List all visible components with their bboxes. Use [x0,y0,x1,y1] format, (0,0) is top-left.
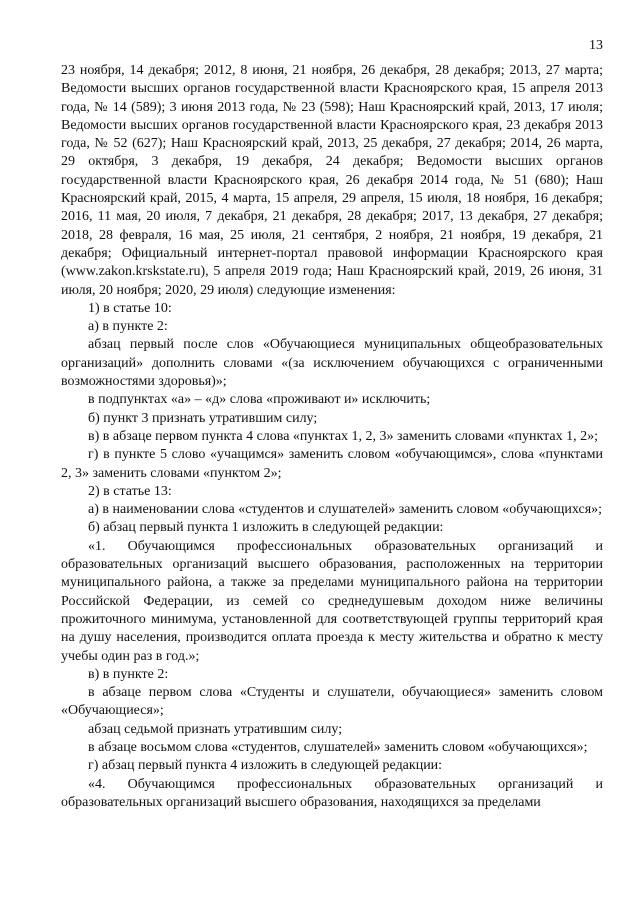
paragraph: а) в пункте 2: [88,319,168,335]
paragraph: в) в пункте 2: [88,666,169,682]
paragraph: г) в пункте 5 слово «учащимся» заменить словом «обучающимся», слова «пунктами 2, 3» заменить словами «пунктом 2»; [61,447,603,481]
paragraph: абзац седьмой признать утратившим силу; [88,721,343,737]
paragraph: «1. Обучающимся профессиональных образовательных организаций и образовательных организаций высшего образования, расположенных на территории муниципального района, а также за пределами муниципального района на территории Российской Федерации, из семей со среднедушевым доходом ниже величины прожиточного минимума, установленной для соответствующей группы территорий края на душу населения, производится оплата проезда к месту жительства и обратно к месту учебы один раз в год.»; [61,538,603,664]
paragraph: 1) в статье 10: [88,300,172,316]
page-number: 13 [589,38,603,53]
paragraph: в) в абзаце первом пункта 4 слова «пунктах 1, 2, 3» заменить словами «пунктах 1, 2»; [88,428,599,444]
paragraph: в абзаце восьмом слова «студентов, слушателей» заменить словом «обучающихся»; [88,739,588,755]
paragraph: «4. Обучающимся профессиональных образовательных организаций и образовательных организаций высшего образования, находящихся за пределами [61,776,603,810]
paragraph: г) абзац первый пункта 4 изложить в следующей редакции: [88,758,443,774]
paragraph: в абзаце первом слова «Студенты и слушатели, обучающиеся» заменить словом «Обучающиеся»; [61,685,603,719]
paragraph: абзац первый после слов «Обучающиеся муниципальных общеобразовательных организаций» дополнить словами «(за исключением обучающихся с ограниченными возможностями здоровья)»; [61,337,603,390]
paragraph: 23 ноября, 14 декабря; 2012, 8 июня, 21 ноября, 26 декабря, 28 декабря; 2013, 27 марта; Ведомости высших органов государственной власти Красноярского края, 15 апреля 2013 года, № 14 (589); 3 июня 2013 года, № 23 (598); Наш Красноярский край, 2013, 17 июля; Ведомости высших органов государственной власти Красноярского края, 23 декабря 2013 года, № 52 (627); Наш Красноярский край, 2013, 25 декабря, 27 декабря; 2014, 26 марта, 29 октября, 3 декабря, 19 декабря, 24 декабря; Ведомости высших органов государственной власти Красноярского края, 26 декабря 2014 года, № 51 (680); Наш Красноярский край, 2015, 4 марта, 15 апреля, 29 апреля, 15 июля, 18 ноября, 16 декабря; 2016, 11 мая, 20 июля, 7 декабря, 21 декабря, 28 декабря; 2017, 13 декабря, 27 декабря; 2018, 28 февраля, 16 мая, 25 июля, 21 сентября, 2 ноября, 21 ноября, 19 декабря, 21 декабря; Официальный интернет-портал правовой информации Красноярского края (www.zakon.krskstate.ru), 5 апреля 2019 года; Наш Красноярский край, 2019, 26 июня, 31 июля, 20 ноября; 2020, 29 июля) следующие изменения: [61,63,603,298]
paragraph: а) в наименовании слова «студентов и слушателей» заменить словом «обучающихся»; [88,502,603,518]
document-body [61,62,603,812]
paragraph: 2) в статье 13: [88,483,172,499]
paragraph: б) пункт 3 признать утратившим силу; [88,410,318,426]
paragraph: б) абзац первый пункта 1 изложить в следующей редакции: [88,520,444,536]
paragraph: в подпунктах «а» – «д» слова «проживают и» исключить; [88,392,431,408]
